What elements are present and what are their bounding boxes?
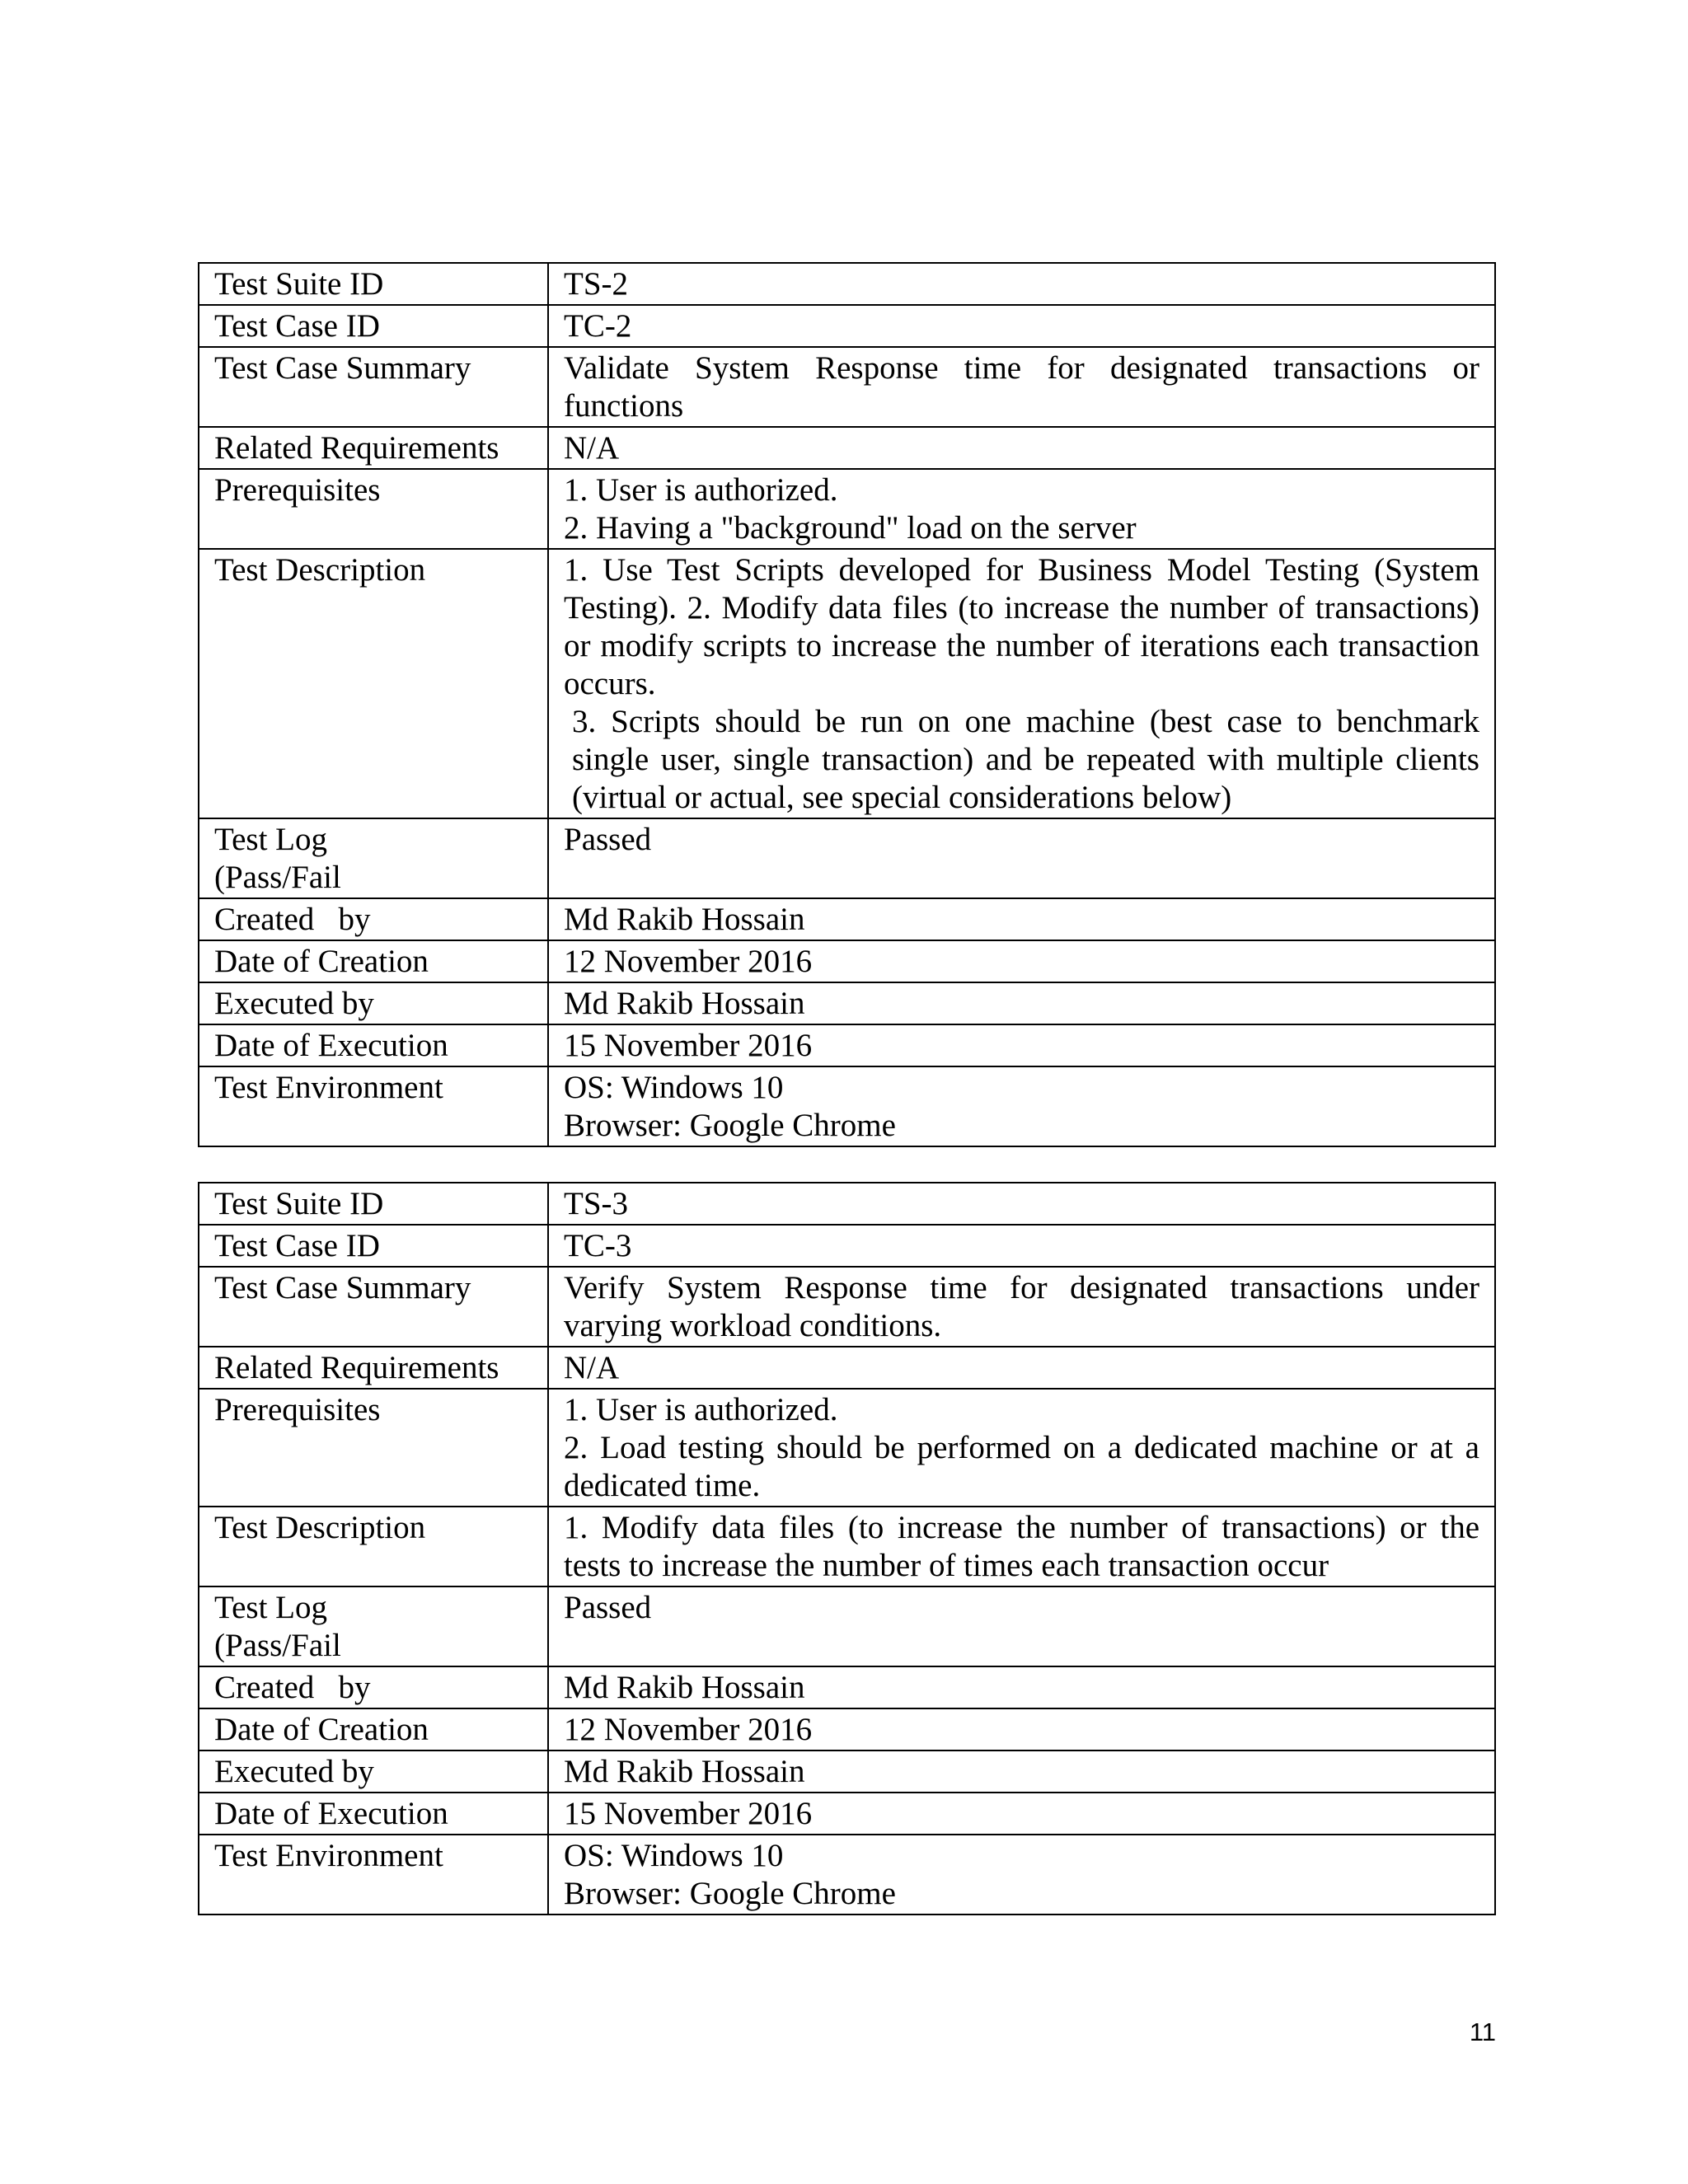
row-label: Test Suite ID xyxy=(199,1183,548,1225)
test-suite-id-value: TS-2 xyxy=(548,263,1495,305)
table-row xyxy=(199,1183,1495,1225)
table-row xyxy=(199,1750,1495,1793)
row-label: Test Environment xyxy=(199,1066,548,1146)
prerequisite-item: 1. User is authorized. xyxy=(564,472,838,508)
created-by-value: Md Rakib Hossain xyxy=(548,1666,1495,1708)
date-of-creation-value: 12 November 2016 xyxy=(548,1708,1495,1750)
description-paragraph: 1. Modify data files (to increase the number of transactions) or the tests to increase the number of times each transaction occur xyxy=(564,1510,1479,1583)
environment-browser: Browser: Google Chrome xyxy=(564,1876,896,1911)
related-requirements-value: N/A xyxy=(548,427,1495,469)
related-requirements-value: N/A xyxy=(548,1347,1495,1389)
table-row xyxy=(199,1793,1495,1835)
row-label: Test Suite ID xyxy=(199,263,548,305)
table-row xyxy=(199,1666,1495,1708)
test-case-id-value: TC-3 xyxy=(548,1225,1495,1267)
test-case-table-ts-3 xyxy=(198,1182,1496,1915)
row-label: Test Environment xyxy=(199,1835,548,1915)
date-of-creation-value: 12 November 2016 xyxy=(548,940,1495,982)
table-row xyxy=(199,1066,1495,1146)
test-log-label-sub: (Pass/Fail xyxy=(214,860,341,895)
prerequisite-item: 2. Having a "background" load on the server xyxy=(564,510,1137,546)
created-by-value: Md Rakib Hossain xyxy=(548,898,1495,940)
table-row xyxy=(199,427,1495,469)
description-paragraph: 3. Scripts should be run on one machine (best case to benchmark single user, single transaction) and be repeated with multiple clients (virtual or actual, see special considerations below) xyxy=(572,704,1479,815)
test-log-value: Passed xyxy=(548,818,1495,898)
row-label: Date of Creation xyxy=(199,1708,548,1750)
row-label: Related Requirements xyxy=(199,1347,548,1389)
test-description-value xyxy=(548,549,1495,818)
test-case-table-ts-2 xyxy=(198,262,1496,1147)
row-label: Date of Execution xyxy=(199,1793,548,1835)
test-case-summary-value: Validate System Response time for designated transactions or functions xyxy=(548,347,1495,427)
row-label: Date of Execution xyxy=(199,1024,548,1066)
table-row xyxy=(199,305,1495,347)
table-row xyxy=(199,1389,1495,1507)
test-environment-value xyxy=(548,1835,1495,1915)
test-log-label: Test Log xyxy=(214,1590,327,1625)
row-label: Related Requirements xyxy=(199,427,548,469)
executed-by-value: Md Rakib Hossain xyxy=(548,982,1495,1024)
row-label: Created by xyxy=(199,1666,548,1708)
row-label: Prerequisites xyxy=(199,469,548,549)
row-label xyxy=(199,818,548,898)
date-of-execution-value: 15 November 2016 xyxy=(548,1793,1495,1835)
row-label: Test Case ID xyxy=(199,1225,548,1267)
test-log-label-sub: (Pass/Fail xyxy=(214,1628,341,1663)
page-number: 11 xyxy=(1469,2018,1496,2046)
row-label: Test Case Summary xyxy=(199,347,548,427)
table-row xyxy=(199,1267,1495,1347)
row-label xyxy=(199,1586,548,1666)
table-row xyxy=(199,1835,1495,1915)
row-label: Date of Creation xyxy=(199,940,548,982)
table-row xyxy=(199,1586,1495,1666)
row-label: Test Case ID xyxy=(199,305,548,347)
prerequisite-item: 2. Load testing should be performed on a dedicated machine or at a dedicated time. xyxy=(564,1430,1479,1503)
environment-os: OS: Windows 10 xyxy=(564,1070,784,1105)
row-label: Test Case Summary xyxy=(199,1267,548,1347)
table-row xyxy=(199,1225,1495,1267)
table-row xyxy=(199,1347,1495,1389)
row-label: Prerequisites xyxy=(199,1389,548,1507)
test-description-value xyxy=(548,1507,1495,1586)
test-case-summary-value: Verify System Response time for designated transactions under varying workload conditions. xyxy=(548,1267,1495,1347)
table-row xyxy=(199,1708,1495,1750)
date-of-execution-value: 15 November 2016 xyxy=(548,1024,1495,1066)
row-label: Created by xyxy=(199,898,548,940)
prerequisite-item: 1. User is authorized. xyxy=(564,1392,838,1427)
table-row xyxy=(199,982,1495,1024)
row-label: Test Description xyxy=(199,549,548,818)
table-row xyxy=(199,898,1495,940)
row-label: Executed by xyxy=(199,1750,548,1793)
test-environment-value xyxy=(548,1066,1495,1146)
table-row xyxy=(199,469,1495,549)
row-label: Executed by xyxy=(199,982,548,1024)
test-case-id-value: TC-2 xyxy=(548,305,1495,347)
table-row xyxy=(199,818,1495,898)
environment-os: OS: Windows 10 xyxy=(564,1838,784,1873)
table-row xyxy=(199,1024,1495,1066)
description-paragraph: 1. Use Test Scripts developed for Business Model Testing (System Testing). 2. Modify data files (to increase the number of transactions) or modify scripts to increase the number of iterations each transaction occurs. xyxy=(564,552,1479,701)
executed-by-value: Md Rakib Hossain xyxy=(548,1750,1495,1793)
prerequisites-value xyxy=(548,469,1495,549)
table-row xyxy=(199,263,1495,305)
table-row xyxy=(199,940,1495,982)
test-log-value: Passed xyxy=(548,1586,1495,1666)
table-row xyxy=(199,1507,1495,1586)
prerequisites-value xyxy=(548,1389,1495,1507)
test-log-label: Test Log xyxy=(214,822,327,857)
environment-browser: Browser: Google Chrome xyxy=(564,1108,896,1143)
row-label: Test Description xyxy=(199,1507,548,1586)
table-row xyxy=(199,549,1495,818)
test-suite-id-value: TS-3 xyxy=(548,1183,1495,1225)
table-row xyxy=(199,347,1495,427)
